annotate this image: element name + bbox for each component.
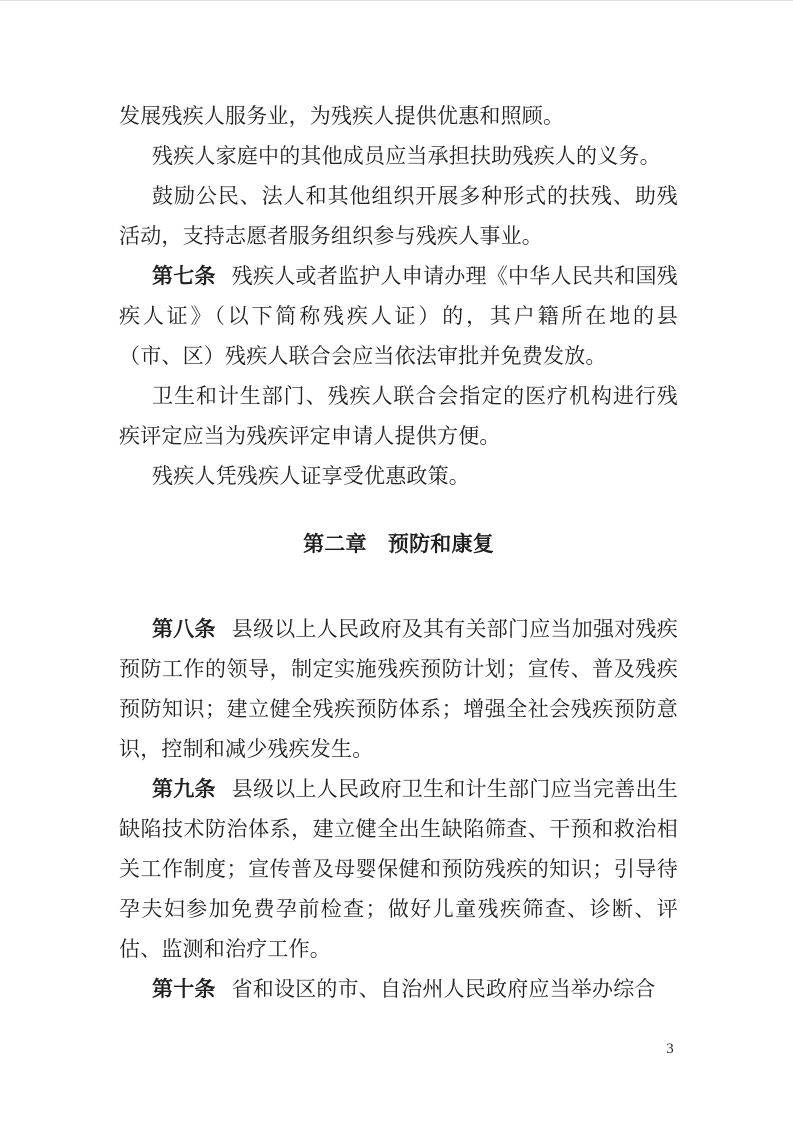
article-paragraph	[119, 256, 678, 376]
chapter-heading: 第二章 预防和康复	[303, 532, 494, 556]
article-number: 第十条	[152, 977, 216, 1001]
body-paragraph	[119, 376, 678, 456]
document-text-block	[119, 96, 678, 1009]
article-paragraph	[119, 769, 678, 969]
paragraph-text: 发展残疾人服务业，为残疾人提供优惠和照顾。	[119, 104, 565, 128]
paragraph-text: 县级以上人民政府及其有关部门应当加强对残疾预防工作的领导，制定实施残疾预防计划；宣传、普及残疾预防知识；建立健全残疾预防体系；增强全社会残疾预防意识，控制和减少残疾发生。	[119, 617, 678, 761]
article-paragraph	[119, 969, 678, 1009]
paragraph-text: 省和设区的市、自治州人民政府应当举办综合	[231, 977, 656, 1001]
body-paragraph	[119, 96, 678, 136]
body-paragraph	[119, 456, 678, 496]
article-paragraph	[119, 609, 678, 769]
paragraph-text: 残疾人凭残疾人证享受优惠政策。	[152, 464, 470, 488]
paragraph-text: 残疾人家庭中的其他成员应当承担扶助残疾人的义务。	[152, 144, 661, 168]
article-number: 第九条	[152, 777, 216, 801]
paragraph-text: 鼓励公民、法人和其他组织开展多种形式的扶残、助残活动，支持志愿者服务组织参与残疾人事业。	[119, 184, 678, 248]
paragraph-text: 县级以上人民政府卫生和计生部门应当完善出生缺陷技术防治体系，建立健全出生缺陷筛查、干预和救治相关工作制度；宣传普及母婴保健和预防残疾的知识；引导待孕夫妇参加免费孕前检查；做好儿童残疾筛查、诊断、评估、监测和治疗工作。	[119, 777, 678, 961]
body-paragraph	[119, 136, 678, 176]
paragraph-text: 卫生和计生部门、残疾人联合会指定的医疗机构进行残疾评定应当为残疾评定申请人提供方便。	[119, 384, 678, 448]
paragraph-text: 残疾人或者监护人申请办理《中华人民共和国残疾人证》（以下简称残疾人证）的，其户籍所在地的县（市、区）残疾人联合会应当依法审批并免费发放。	[119, 264, 678, 368]
article-number: 第七条	[152, 264, 216, 288]
body-paragraph	[119, 176, 678, 256]
page-number: 3	[666, 1041, 674, 1057]
article-number: 第八条	[152, 617, 216, 641]
